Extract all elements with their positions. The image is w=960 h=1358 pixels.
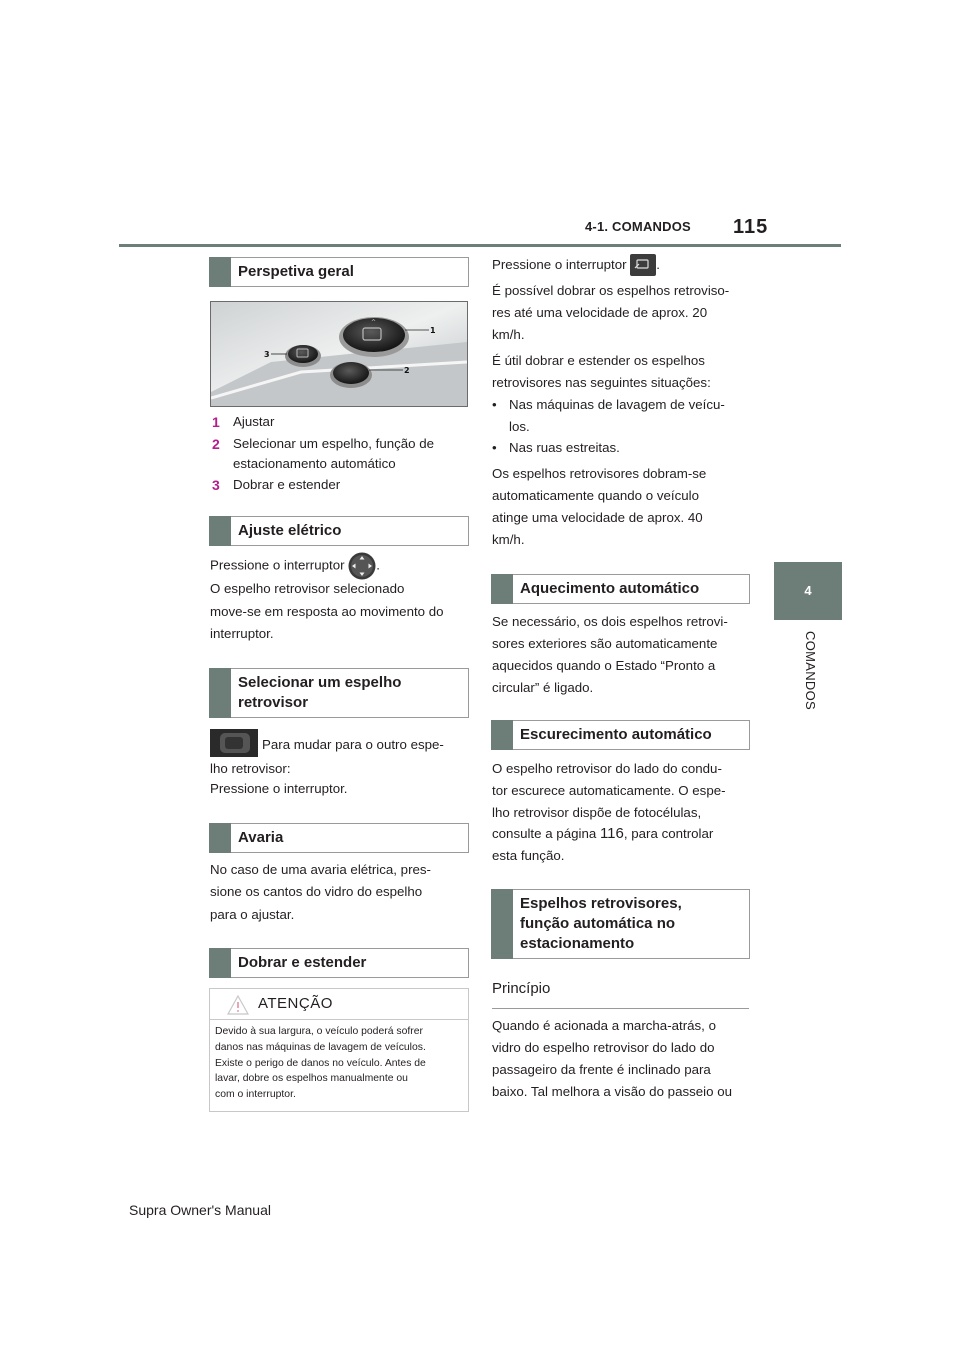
svg-text:3: 3 [264,350,270,359]
paragraph-line: O espelho retrovisor do lado do condu- [492,761,722,776]
svg-text:^: ^ [371,319,377,326]
heading-escurecimento: Escurecimento automático [491,720,750,750]
paragraph-line: res até uma velocidade de aprox. 20 [492,305,708,320]
mirror-adjust-switch-icon [348,552,376,580]
paragraph-line: lho retrovisor dispõe de fotocélulas, [492,805,702,820]
paragraph-line: tor escurece automaticamente. O espe- [492,783,726,798]
warning-box [209,988,469,1112]
heading-selecionar: Selecionar um espelho retrovisor [209,668,469,718]
page-reference-link[interactable]: 116 [599,825,624,842]
bullet-icon: • [492,397,497,412]
svg-text:2: 2 [404,366,410,375]
heading-estacionamento: Espelhos retrovisores, função automática no estacionamento [491,889,750,959]
heading-aquecimento: Aquecimento automático [491,574,750,604]
warning-title: ATENÇÃO [258,995,333,1012]
mirror-fold-switch-icon [630,254,656,276]
paragraph-line: vidro do espelho retrovisor do lado do [492,1040,715,1055]
mirror-switch-illustration [211,302,467,406]
paragraph-line: km/h. [492,327,525,342]
warning-text: Devido à sua largura, o veículo poderá sofrer danos nas máquinas de lavagem de veículos. Existe o perigo de danos no veículo. Antes de lavar, dobre os espelhos manualmente ou com o interruptor. [215,1026,426,1101]
heading-avaria: Avaria [209,823,469,853]
paragraph: Pressione o interruptor . [210,552,380,580]
paragraph-line: automaticamente quando o veículo [492,488,699,503]
paragraph-line: retrovisores nas seguintes situações: [492,375,711,390]
paragraph-line: consulte a página 116, para controlar [492,825,714,842]
mirror-select-switch-icon [210,729,258,757]
paragraph: Pressione o interruptor . [492,254,660,276]
paragraph-line: circular” é ligado. [492,680,594,695]
paragraph-line: Os espelhos retrovisores dobram-se [492,466,707,481]
paragraph-line: É útil dobrar e estender os espelhos [492,353,705,368]
paragraph-line: km/h. [492,532,525,547]
paragraph-line: baixo. Tal melhora a visão do passeio ou [492,1084,732,1099]
bullet-item: • Nas ruas estreitas. [492,440,620,455]
heading-perspetiva: Perspetiva geral [209,257,469,287]
bullet-icon: • [492,440,497,455]
paragraph-line: Pressione o interruptor. [210,781,348,796]
paragraph-line: aquecidos quando o Estado “Pronto a [492,658,716,673]
paragraph-line: sores exteriores são automaticamente [492,636,718,651]
paragraph-line: Se necessário, os dois espelhos retrovi- [492,614,728,629]
paragraph-line: passageiro da frente é inclinado para [492,1062,711,1077]
chapter-label: COMANDOS [803,631,818,710]
paragraph-line: move-se em resposta ao movimento do [210,604,444,619]
paragraph-line: para o ajustar. [210,907,295,922]
header-rule [119,244,841,247]
warning-triangle-icon [227,995,249,1015]
paragraph-line: O espelho retrovisor selecionado [210,581,405,596]
svg-text:1: 1 [430,326,436,335]
mirror-controls-photo [210,301,468,407]
paragraph-line: Para mudar para o outro espe- [262,737,444,752]
page-number: 115 [733,216,769,238]
list-item: 2 Selecionar um espelho, função de [212,436,435,452]
footer-text: Supra Owner's Manual [129,1202,271,1218]
paragraph-line: No caso de uma avaria elétrica, pres- [210,862,431,877]
paragraph-line: lho retrovisor: [210,761,291,776]
paragraph-line: Quando é acionada a marcha-atrás, o [492,1018,716,1033]
paragraph-line: É possível dobrar os espelhos retroviso- [492,283,730,298]
paragraph-line: esta função. [492,848,565,863]
paragraph-line: sione os cantos do vidro do espelho [210,884,423,899]
chapter-tab: 4 [774,562,842,620]
bullet-continuation: los. [509,419,530,434]
heading-dobrar: Dobrar e estender [209,948,469,978]
list-item: 3 Dobrar e estender [212,477,341,493]
heading-ajuste: Ajuste elétrico [209,516,469,546]
paragraph-line: atinge uma velocidade de aprox. 40 [492,510,703,525]
bullet-item: • Nas máquinas de lavagem de veícu- [492,397,725,412]
list-item-continuation: estacionamento automático [233,456,396,471]
paragraph-line: interruptor. [210,626,274,641]
subheading-principio: Princípio [492,980,749,1009]
list-item: 1 Ajustar [212,414,275,430]
section-title: 4-1. COMANDOS [585,219,691,234]
